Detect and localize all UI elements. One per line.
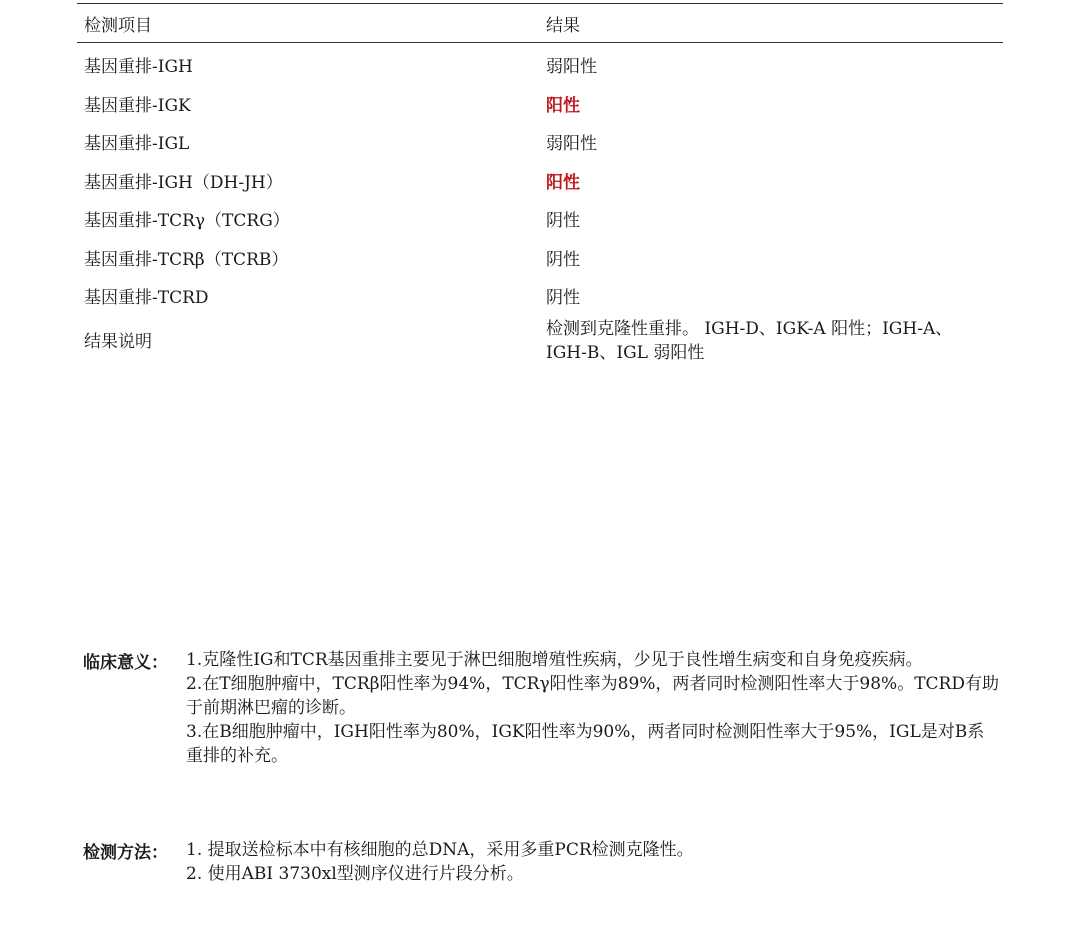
clinical-paragraph: 1.克隆性IG和TCR基因重排主要见于淋巴细胞增殖性疾病，少见于良性增生病变和自身免疫疾病。 — [186, 650, 923, 670]
method-label: 检测方法： — [83, 843, 168, 863]
result-cell: 弱阳性 — [546, 57, 597, 77]
header-item: 检测项目 — [84, 16, 152, 36]
table-row — [77, 129, 1003, 167]
table-row — [77, 206, 1003, 244]
item-cell: 基因重排-IGL — [84, 134, 190, 154]
item-cell: 基因重排-IGK — [84, 96, 191, 116]
method-body — [186, 838, 1001, 886]
note-row — [77, 317, 1003, 369]
item-cell: 基因重排-TCRγ（TCRG） — [84, 211, 290, 231]
header-result: 结果 — [546, 16, 580, 36]
table-row — [77, 283, 1003, 321]
table-header-rule — [77, 42, 1003, 43]
clinical-label: 临床意义： — [83, 653, 168, 673]
item-cell: 基因重排-TCRD — [84, 288, 209, 308]
result-cell: 阴性 — [546, 288, 580, 308]
table-row — [77, 168, 1003, 206]
table-top-rule — [77, 3, 1003, 4]
table-row — [77, 91, 1003, 129]
clinical-paragraph: 2.在T细胞肿瘤中，TCRβ阳性率为94%，TCRγ阳性率为89%，两者同时检测阳性率大于98%。TCRD有助于前期淋巴瘤的诊断。 — [186, 674, 999, 718]
note-label: 结果说明 — [84, 332, 152, 352]
table-row — [77, 245, 1003, 283]
clinical-body — [186, 648, 1001, 768]
method-line: 2. 使用ABI 3730xl型测序仪进行片段分析。 — [186, 864, 524, 884]
result-cell: 阴性 — [546, 211, 580, 231]
item-cell: 基因重排-TCRβ（TCRB） — [84, 250, 289, 270]
result-cell: 弱阳性 — [546, 134, 597, 154]
result-cell-positive: 阳性 — [546, 96, 580, 116]
clinical-paragraph: 3.在B细胞肿瘤中，IGH阳性率为80%，IGK阳性率为90%，两者同时检测阳性率大于95%，IGL是对B系重排的补充。 — [186, 722, 985, 766]
method-line: 1. 提取送检标本中有核细胞的总DNA，采用多重PCR检测克隆性。 — [186, 840, 694, 860]
item-cell: 基因重排-IGH — [84, 57, 193, 77]
table-row — [77, 52, 1003, 90]
item-cell: 基因重排-IGH（DH-JH） — [84, 173, 283, 193]
note-value: 检测到克隆性重排。 IGH-D、IGK-A 阳性；IGH-A、IGH-B、IGL 弱阳性 — [546, 319, 953, 363]
result-cell: 阴性 — [546, 250, 580, 270]
result-cell-positive: 阳性 — [546, 173, 580, 193]
